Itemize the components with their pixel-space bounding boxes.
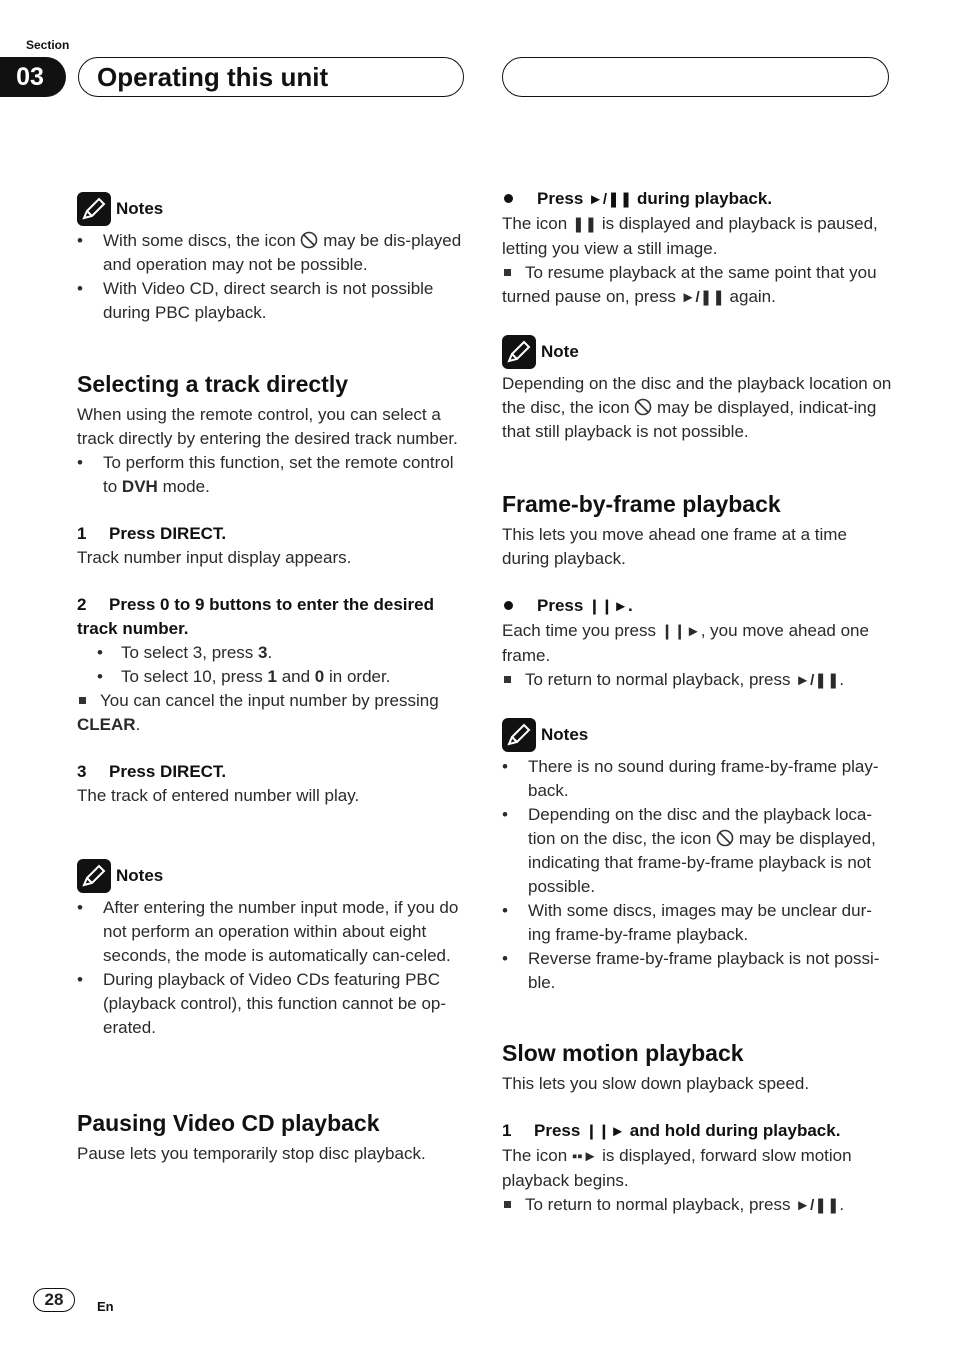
list-item: • With some discs, the icon may be dis-played and operation may not be possible. [77,231,462,274]
list-item: • There is no sound during frame-by-frame play-back. [502,755,894,803]
text: during playback. [636,189,773,208]
paragraph: This lets you move ahead one frame at a time during playback. [502,525,847,568]
list-item: • With some discs, images may be unclear dur-ing frame-by-frame playback. [502,899,894,947]
text: . [267,643,273,662]
play-pause-icon: ►/❚❚ [795,672,840,689]
step-text: Press DIRECT. [109,762,227,781]
note-text: With some discs, the icon [103,231,296,250]
section-label: Section [26,38,70,52]
notes-block-1 [77,192,469,325]
text: To select 10, press [121,667,263,686]
paragraph [502,1144,894,1193]
step-number: 1 [77,524,87,543]
paragraph [502,212,894,261]
play-pause-icon: ►/❚❚ [588,191,633,208]
text: . [839,1195,845,1214]
text: may be displayed, indicating that frame-by-frame playback is not possible. [528,829,876,896]
text: The icon [502,1146,568,1165]
step-2 [77,593,469,641]
text: . [135,715,141,734]
paragraph: Pause lets you temporarily stop disc playback. [77,1144,426,1163]
text: is displayed and playback is paused, letting you view a still image. [502,214,878,258]
note-text: There is no sound during frame-by-frame play-back. [528,757,879,800]
note-label: Note [541,342,579,361]
key: 1 [267,667,277,686]
text: Press [534,1121,581,1140]
text: The icon [502,214,568,233]
notes-label: Notes [116,866,164,885]
text: . [628,596,633,615]
section-heading: Slow motion playback [502,1040,744,1066]
step-number: 1 [502,1121,512,1140]
square-note [502,261,894,310]
list-item: • To perform this function, set the remote control to DVH mode. [77,453,454,496]
list-item: • Reverse frame-by-frame playback is not possi-ble. [502,947,894,995]
section-pausing [77,1109,469,1166]
pause-instruction [502,187,894,212]
section-frame-by-frame [502,490,894,693]
text: may be displayed, indicat-ing that still playback is not possible. [502,398,877,441]
page-title: Operating this unit [78,57,464,97]
notes-block-3 [502,718,894,995]
step-number: 3 [77,762,87,781]
notes-heading [77,192,469,226]
section-slow-motion [502,1039,894,1218]
step-forward-icon: ❙❙► [588,598,629,615]
text: in order. [329,667,391,686]
prohibited-icon [300,231,318,249]
section-number-badge: 03 [0,57,66,97]
key: CLEAR [77,715,136,734]
list-item: • With Video CD, direct search is not possible during PBC playback. [77,277,469,325]
frame-instruction [502,594,894,619]
text: To resume playback at the same point that you turned pause on, press [502,263,877,306]
note-text: With some discs, images may be unclear dur-ing frame-by-frame playback. [528,901,872,944]
section-heading: Selecting a track directly [77,371,349,397]
text: again. [729,287,776,306]
notes-block-2 [77,859,469,1040]
pencil-note-icon [502,718,536,752]
sub-list-item: • To select 3, press 3. [97,643,273,662]
text: Depending on the disc and the playback loca-tion on the disc, the icon [528,805,873,848]
square-note [502,1193,894,1218]
page-number: 28 [33,1288,75,1312]
square-note [77,689,469,737]
paragraph: This lets you slow down playback speed. [502,1074,810,1093]
note-text [502,372,894,444]
text: Depending on the disc and the playback location on the disc, the icon [502,374,892,417]
sub-list-item: • To select 10, press 1 and 0 in order. [97,667,391,686]
pencil-note-icon [77,192,111,226]
note-heading [502,335,894,369]
key: 0 [314,667,325,686]
step-text: Press 0 to 9 buttons to enter the desired track number. [77,595,434,638]
square-note [502,668,894,693]
text: To select 3, press [121,643,254,662]
step-text: Press DIRECT. [109,524,227,543]
pause-icon: ❚❚ [571,216,598,233]
section-select-track [77,370,469,808]
pencil-note-icon [77,859,111,893]
pause-step [502,187,894,310]
step-number: 2 [77,595,87,614]
text: You can cancel the input number by pressing [100,691,439,710]
note-text: may be dis-played and operation may not be possible. [103,231,462,274]
text: and [281,667,311,686]
slow-motion-icon: ▪▪► [571,1148,598,1165]
list-item: • Depending on the disc and the playback loca-tion on the disc, the icon may be displayed, indicating that frame-by-frame playback is not possible. [502,805,876,896]
play-pause-icon: ►/❚❚ [680,289,725,306]
paragraph: The track of entered number will play. [77,786,360,805]
text: To return to normal playback, press [525,670,791,689]
step-forward-icon: ❙❙► [660,623,701,640]
step-3 [77,760,469,784]
text: To return to normal playback, press [525,1195,791,1214]
paragraph: Track number input display appears. [77,548,352,567]
text: . [839,670,845,689]
text: mode. [162,477,210,496]
paragraph: When using the remote control, you can select a track directly by entering the desired track number. [77,405,458,448]
play-pause-icon: ►/❚❚ [795,1197,840,1214]
text: , you move ahead one frame. [502,621,869,665]
header-empty-box [502,57,889,97]
note-text: Reverse frame-by-frame playback is not possi-ble. [528,949,880,992]
notes-label: Notes [116,199,164,218]
text: To perform this function, set the remote control to [103,453,454,496]
section-heading: Pausing Video CD playback [77,1110,380,1136]
text: Press [537,189,584,208]
text: and hold during playback. [629,1121,841,1140]
note-block-1 [502,335,894,444]
text: Press [537,596,584,615]
paragraph [502,619,894,668]
list-item: • After entering the number input mode, if you do not perform an operation within about eight seconds, the mode is automatically can-celed. [77,896,469,968]
note-text: With Video CD, direct search is not possible during PBC playback. [103,279,434,322]
notes-heading [77,859,469,893]
step-1 [77,522,469,546]
prohibited-icon [716,829,734,847]
step-1 [502,1119,894,1144]
mode-name: DVH [121,477,158,496]
text: is displayed, forward slow motion playback begins. [502,1146,852,1190]
notes-label: Notes [541,725,589,744]
section-heading: Frame-by-frame playback [502,491,781,517]
note-text: During playback of Video CDs featuring PBC (playback control), this function cannot be op-erated. [103,970,447,1037]
key: 3 [258,643,268,662]
pencil-note-icon [502,335,536,369]
list-item: • During playback of Video CDs featuring PBC (playback control), this function cannot be op-erated. [77,968,469,1040]
step-forward-icon: ❙❙► [585,1123,626,1140]
prohibited-icon [634,398,652,416]
text: Each time you press [502,621,657,640]
notes-heading [502,718,894,752]
language-label: En [97,1299,114,1314]
note-text: After entering the number input mode, if you do not perform an operation within about eight seconds, the mode is automatically can-celed. [103,898,459,965]
